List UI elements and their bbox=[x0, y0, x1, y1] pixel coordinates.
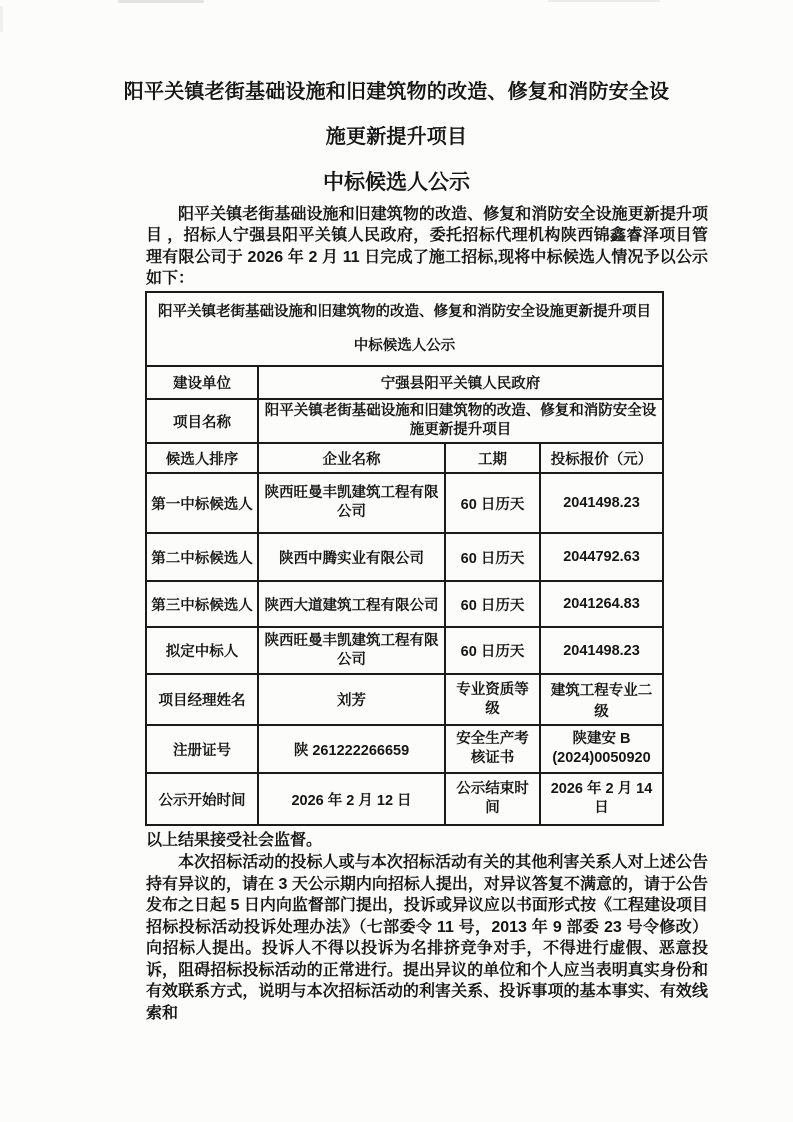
candidate-row bbox=[146, 473, 663, 533]
table-title: 阳平关镇老街基础设施和旧建筑物的改造、修复和消防安全设施更新提升项目中标候选人公示 bbox=[146, 292, 663, 366]
candidate-company: 陕西中腾实业有限公司 bbox=[258, 533, 445, 581]
column-header-company: 企业名称 bbox=[258, 443, 445, 473]
candidate-price: 2041498.23 bbox=[540, 473, 663, 533]
column-header-row bbox=[146, 443, 663, 473]
candidate-company: 陕西旺曼丰凯建筑工程有限公司 bbox=[258, 473, 445, 533]
candidate-rank: 第二中标候选人 bbox=[146, 533, 258, 581]
table-title-row bbox=[146, 292, 663, 366]
project-name-value: 阳平关镇老街基础设施和旧建筑物的改造、修复和消防安全设施更新提升项目 bbox=[258, 399, 663, 443]
registration-row bbox=[146, 725, 663, 773]
construction-unit-row bbox=[146, 366, 663, 399]
registration-label: 注册证号 bbox=[146, 725, 258, 773]
candidate-duration: 60 日历天 bbox=[445, 581, 540, 627]
candidate-price: 2041498.23 bbox=[540, 627, 663, 674]
intro-paragraph: 阳平关镇老街基础设施和旧建筑物的改造、修复和消防安全设施更新提升项目 ，招标人宁强县阳平关镇人民政府，委托招标代理机构陕西锦鑫睿泽项目管理有限公司于 2026 年 2 月 11 日完成了施工招标,现将中标候选人情况予以公示如下： bbox=[146, 206, 708, 287]
construction-unit-label: 建设单位 bbox=[146, 366, 258, 399]
scan-artifact bbox=[118, 0, 204, 3]
candidate-rank: 第一中标候选人 bbox=[146, 473, 258, 533]
project-manager-row bbox=[146, 674, 663, 725]
candidate-duration: 60 日历天 bbox=[445, 473, 540, 533]
announcement-table bbox=[145, 291, 664, 826]
column-header-price: 投标报价（元） bbox=[540, 443, 663, 473]
candidate-rank: 拟定中标人 bbox=[146, 627, 258, 674]
project-name-row bbox=[146, 399, 663, 443]
safety-cert-value: 陕建安 B (2024)0050920 bbox=[540, 725, 663, 773]
candidate-duration: 60 日历天 bbox=[445, 627, 540, 674]
manager-name: 刘芳 bbox=[258, 674, 445, 725]
publicity-period-row bbox=[146, 773, 663, 825]
objection-paragraph: 本次招标活动的投标人或与本次招标活动有关的其他利害关系人对上述公告持有异议的，请在 3 天公示期内向招标人提出，对异议答复不满意的，请于公告发布之日起 5 日内向监督部门提出，投诉或异议应以书面形式按《工程建设项目招标投标活动投诉处理办法》（七部委令 11 号，2013 年 9 部委 23 号令修改）向招标人提出。投诉人不得以投诉为名排挤竞争对手，不得进行虚假、恶意投诉，阻碍招标投标活动的正常进行。提出异议的单位和个人应当表明真实身份和有效联系方式，说明与本次招标活动的利害关系、投诉事项的基本事实、有效线索和 bbox=[146, 854, 708, 1022]
column-header-rank: 候选人排序 bbox=[146, 443, 258, 473]
candidate-company: 陕西旺曼丰凯建筑工程有限公司 bbox=[258, 627, 445, 674]
document-title: 阳平关镇老街基础设施和旧建筑物的改造、修复和消防安全设施更新提升项目 bbox=[123, 81, 670, 148]
column-header-duration: 工期 bbox=[445, 443, 540, 473]
publicity-end-value: 2026 年 2 月 14 日 bbox=[540, 773, 663, 825]
candidate-row bbox=[146, 627, 663, 674]
candidate-duration: 60 日历天 bbox=[445, 533, 540, 581]
document-subtitle: 中标候选人公示 bbox=[323, 171, 470, 194]
candidate-row bbox=[146, 581, 663, 627]
construction-unit-value: 宁强县阳平关镇人民政府 bbox=[258, 366, 663, 399]
scan-artifact bbox=[548, 0, 660, 2]
publicity-start-label: 公示开始时间 bbox=[146, 773, 258, 825]
candidate-row bbox=[146, 533, 663, 581]
registration-value: 陕 261222266659 bbox=[258, 725, 445, 773]
scan-artifact bbox=[0, 6, 3, 32]
candidate-price: 2044792.63 bbox=[540, 533, 663, 581]
safety-cert-label: 安全生产考核证书 bbox=[445, 725, 540, 773]
publicity-end-label: 公示结束时间 bbox=[445, 773, 540, 825]
candidate-company: 陕西大道建筑工程有限公司 bbox=[258, 581, 445, 627]
candidate-price: 2041264.83 bbox=[540, 581, 663, 627]
publicity-start-value: 2026 年 2 月 12 日 bbox=[258, 773, 445, 825]
project-name-label: 项目名称 bbox=[146, 399, 258, 443]
supervision-note: 以上结果接受社会监督。 bbox=[146, 832, 323, 850]
candidate-rank: 第三中标候选人 bbox=[146, 581, 258, 627]
qualification-label: 专业资质等级 bbox=[445, 674, 540, 725]
manager-label: 项目经理姓名 bbox=[146, 674, 258, 725]
qualification-value: 建筑工程专业二级 bbox=[540, 674, 663, 725]
